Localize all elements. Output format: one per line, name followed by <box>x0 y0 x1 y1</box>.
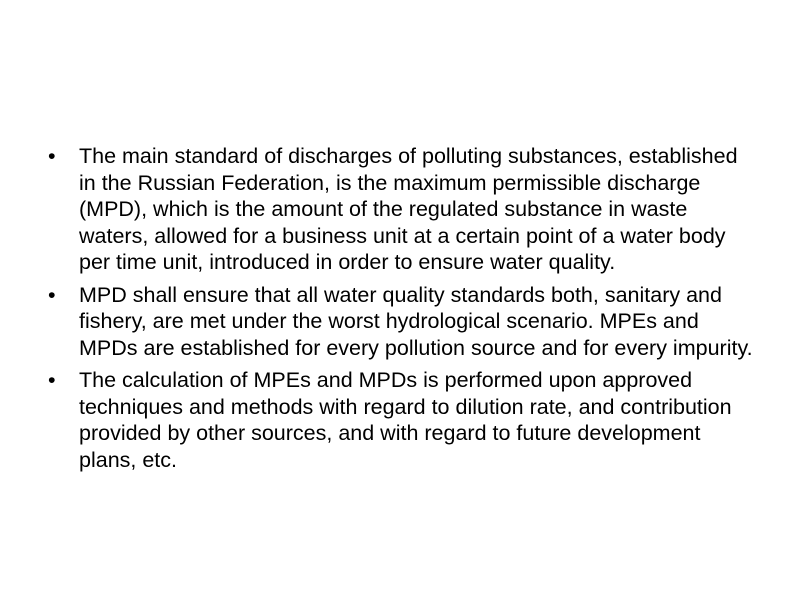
bullet-item <box>48 143 760 276</box>
bullet-item <box>48 282 760 362</box>
bullet-list <box>48 143 760 479</box>
bullet-text: MPD shall ensure that all water quality standards both, sanitary and fishery, are met under the worst hydrological scenario. MPEs and MPDs are established for every pollution source and for every impurity. <box>79 282 753 360</box>
bullet-icon: • <box>48 144 56 168</box>
bullet-icon: • <box>48 282 56 307</box>
bullet-text: The calculation of MPEs and MPDs is performed upon approved techniques and methods with regard to dilution rate, and contribution provided by other sources, and with regard to future development plans, etc. <box>79 368 732 472</box>
bullet-icon: • <box>48 368 56 392</box>
bullet-text: The main standard of discharges of polluting substances, established in the Russian Federation, is the maximum permissible discharge (MPD), which is the amount of the regulated substance in waste waters, allowed for a business unit at a certain point of a water body per time unit, introduced in order to ensure water quality. <box>79 144 738 274</box>
bullet-item <box>48 367 760 473</box>
